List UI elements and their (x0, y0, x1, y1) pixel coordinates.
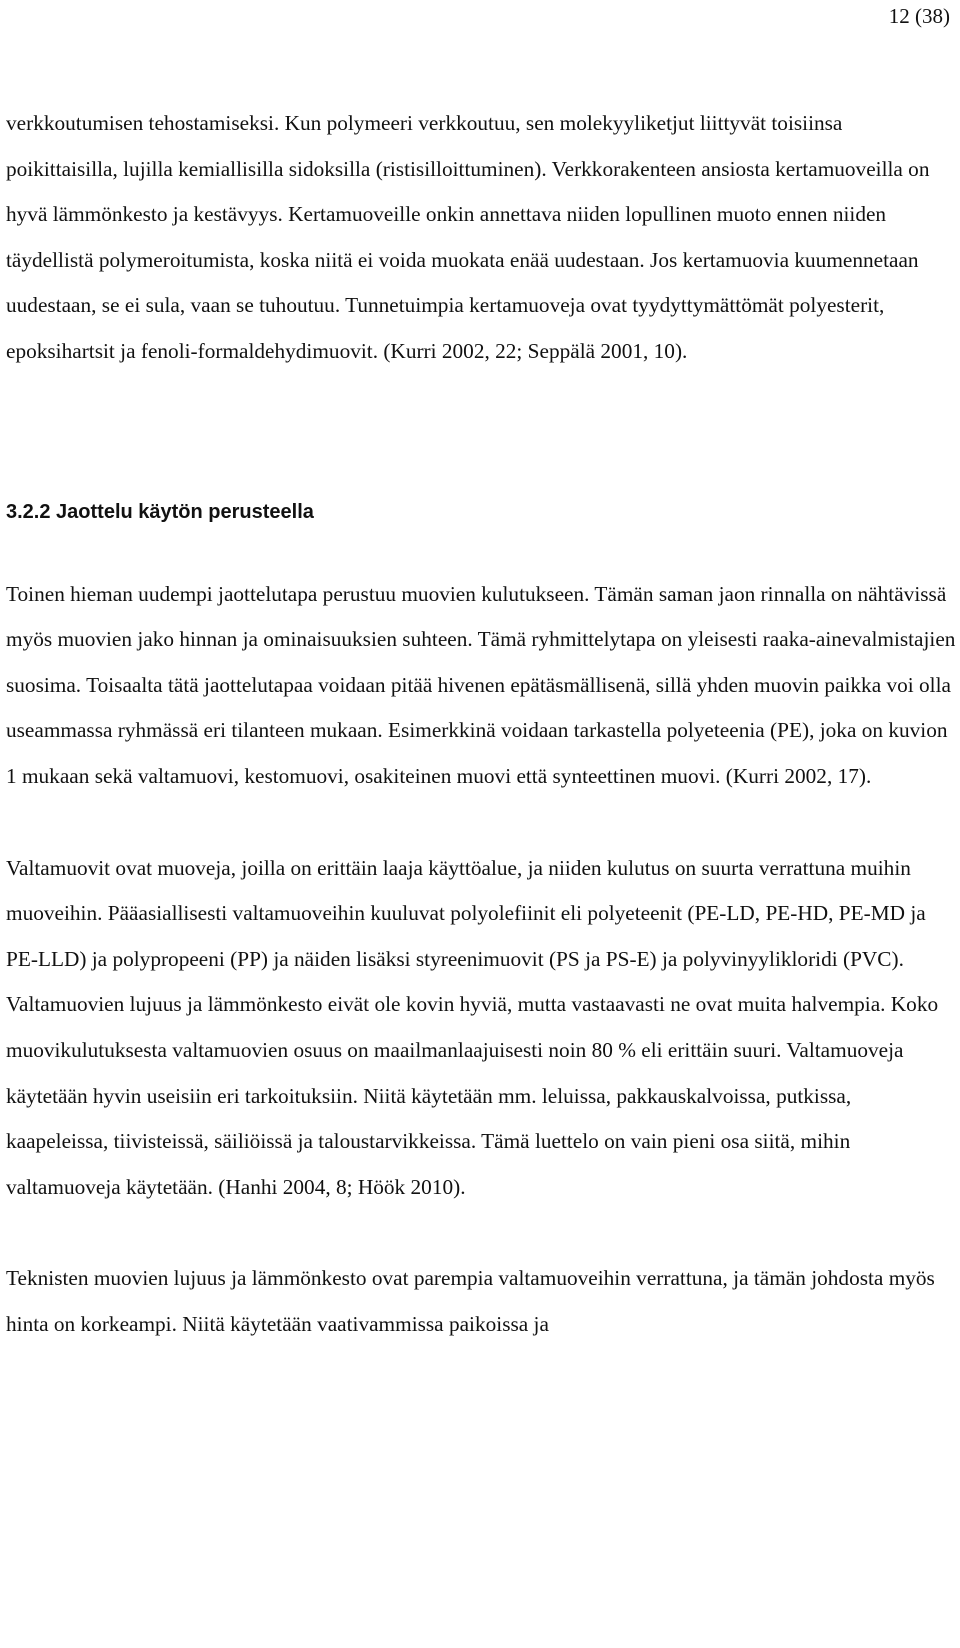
paragraph-thermosets: verkkoutumisen tehostamiseksi. Kun polymeeri verkkoutuu, sen molekyyliketjut liittyvät toisiinsa poikittaisilla, lujilla kemiallisilla sidoksilla (ristisilloittuminen). Verkkorakenteen ansiosta kertamuoveilla on hyvä lämmönkesto ja kestävyys. Kertamuoveille onkin annettava niiden lopullinen muoto ennen niiden täydellistä polymeroitumista, koska niitä ei voida muokata enää uudestaan. Jos kertamuovia kuumennetaan uudestaan, se ei sula, vaan se tuhoutuu. Tunnetuimpia kertamuoveja ovat tyydyttymättömät polyesterit, epoksihartsit ja fenoli-formaldehydimuovit. (Kurri 2002, 22; Seppälä 2001, 10). (6, 111, 930, 363)
paragraph-commodity-plastics: Valtamuovit ovat muoveja, joilla on erittäin laaja käyttöalue, ja niiden kulutus on suurta verrattuna muihin muoveihin. Pääasiallisesti valtamuoveihin kuuluvat polyolefiinit eli polyeteenit (PE-LD, PE-HD, PE-MD ja PE-LLD) ja polypropeeni (PP) ja näiden lisäksi styreenimuovit (PS ja PS-E) ja polyvinyylikloridi (PVC). Valtamuovien lujuus ja lämmönkesto eivät ole kovin hyviä, mutta vastaavasti ne ovat muita halvempia. Koko muovikulutuksesta valtamuovien osuus on maailmanlaajuisesti noin 80 % eli erittäin suuri. Valtamuoveja käytetään hyvin useisiin eri tarkoituksiin. Niitä käytetään mm. leluissa, pakkauskalvoissa, putkissa, kaapeleissa, tiivisteissä, säiliöissä ja taloustarvikkeissa. Tämä luettelo on vain pieni osa siitä, mihin valtamuoveja käytetään. (Hanhi 2004, 8; Höök 2010). (6, 855, 939, 1199)
page-number: 12 (38) (888, 4, 950, 28)
paragraph-spacer (6, 1210, 956, 1256)
paragraph-engineering-plastics: Teknisten muovien lujuus ja lämmönkesto ovat parempia valtamuoveihin verrattuna, ja tämän johdosta myös hinta on korkeampi. Niitä käytetään vaativammissa paikoissa ja (6, 1266, 935, 1336)
document-body (6, 101, 956, 1347)
paragraph-usage-classification: Toinen hieman uudempi jaottelutapa perustuu muovien kulutukseen. Tämän saman jaon rinnalla on nähtävissä myös muovien jako hinnan ja ominaisuuksien suhteen. Tämä ryhmittelytapa on yleisesti raaka-ainevalmistajien suosima. Toisaalta tätä jaottelutapaa voidaan pitää hivenen epätäsmällisenä, sillä yhden muovin paikka voi olla useammassa ryhmässä eri tilanteen mukaan. Esimerkkinä voidaan tarkastella polyeteenia (PE), joka on kuvion 1 mukaan sekä valtamuovi, kestomuovi, osakiteinen muovi että synteettinen muovi. (Kurri 2002, 17). (6, 581, 956, 788)
section-heading: 3.2.2 Jaottelu käytön perusteella (6, 500, 314, 523)
paragraph-spacer (6, 800, 956, 846)
